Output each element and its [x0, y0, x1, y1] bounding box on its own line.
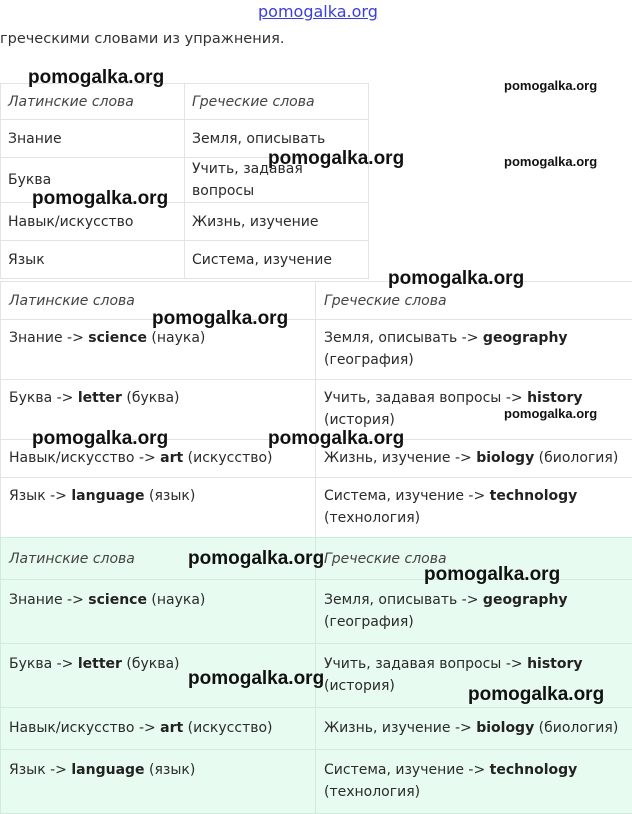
greek-cell: Система, изучение -> technology (технология) — [316, 478, 632, 538]
latin-cell: Знание — [1, 120, 185, 158]
watermark: pomogalka.org — [424, 564, 561, 585]
greek-cell: Учить, задавая вопросы — [185, 158, 369, 203]
latin-cell: Язык — [1, 241, 185, 279]
header-greek: Греческие слова — [316, 538, 632, 580]
latin-cell: Буква — [1, 158, 185, 203]
table-header-row — [1, 282, 632, 320]
watermark: pomogalka.org — [188, 548, 325, 569]
latin-cell: Навык/искусство — [1, 203, 185, 241]
header-greek: Греческие слова — [316, 282, 632, 320]
greek-cell: Земля, описывать -> geography (география) — [316, 320, 632, 380]
intro-text: греческими словами из упражнения. — [0, 31, 285, 47]
header-latin: Латинские слова — [1, 282, 316, 320]
latin-cell: Язык -> language (язык) — [1, 478, 316, 538]
watermark: pomogalka.org — [468, 684, 605, 705]
greek-cell: Система, изучение -> technology (технология) — [316, 750, 632, 814]
greek-cell: Жизнь, изучение -> biology (биология) — [316, 708, 632, 750]
watermark: pomogalka.org — [388, 268, 525, 289]
latin-cell: Знание -> science (наука) — [1, 580, 316, 644]
latin-cell: Буква -> letter (буква) — [1, 644, 316, 708]
greek-cell: Система, изучение — [185, 241, 369, 279]
watermark: pomogalka.org — [504, 406, 598, 421]
watermark: pomogalka.org — [504, 78, 598, 93]
watermark: pomogalka.org — [268, 148, 405, 169]
greek-cell: Учить, задавая вопросы -> history (история) — [316, 380, 632, 440]
table-row — [1, 478, 632, 538]
table-row — [1, 750, 632, 814]
latin-cell: Буква -> letter (буква) — [1, 380, 316, 440]
site-link-watermark[interactable]: pomogalka.org — [258, 2, 378, 21]
latin-cell: Навык/искусство -> art (искусство) — [1, 440, 316, 478]
watermark: pomogalka.org — [504, 154, 598, 169]
latin-cell: Язык -> language (язык) — [1, 750, 316, 814]
watermark: pomogalka.org — [152, 308, 289, 329]
watermark: pomogalka.org — [28, 67, 165, 88]
table-row — [1, 580, 632, 644]
latin-cell: Знание -> science (наука) — [1, 320, 316, 380]
watermark: pomogalka.org — [268, 428, 405, 449]
greek-cell: Земля, описывать — [185, 120, 369, 158]
header-latin: Латинские слова — [1, 538, 316, 580]
watermark: pomogalka.org — [32, 428, 169, 449]
latin-cell: Навык/искусство -> art (искусство) — [1, 708, 316, 750]
greek-cell: Земля, описывать -> geography (география) — [316, 580, 632, 644]
greek-cell: Жизнь, изучение -> biology (биология) — [316, 440, 632, 478]
header-greek: Греческие слова — [185, 84, 369, 120]
watermark: pomogalka.org — [32, 188, 169, 209]
words-table-plain — [0, 83, 369, 279]
watermark: pomogalka.org — [188, 668, 325, 689]
header-latin: Латинские слова — [1, 84, 185, 120]
table-row — [1, 320, 632, 380]
table-row — [1, 708, 632, 750]
greek-cell: Учить, задавая вопросы -> history (история) — [316, 644, 632, 708]
table-row — [1, 241, 369, 279]
greek-cell: Жизнь, изучение — [185, 203, 369, 241]
